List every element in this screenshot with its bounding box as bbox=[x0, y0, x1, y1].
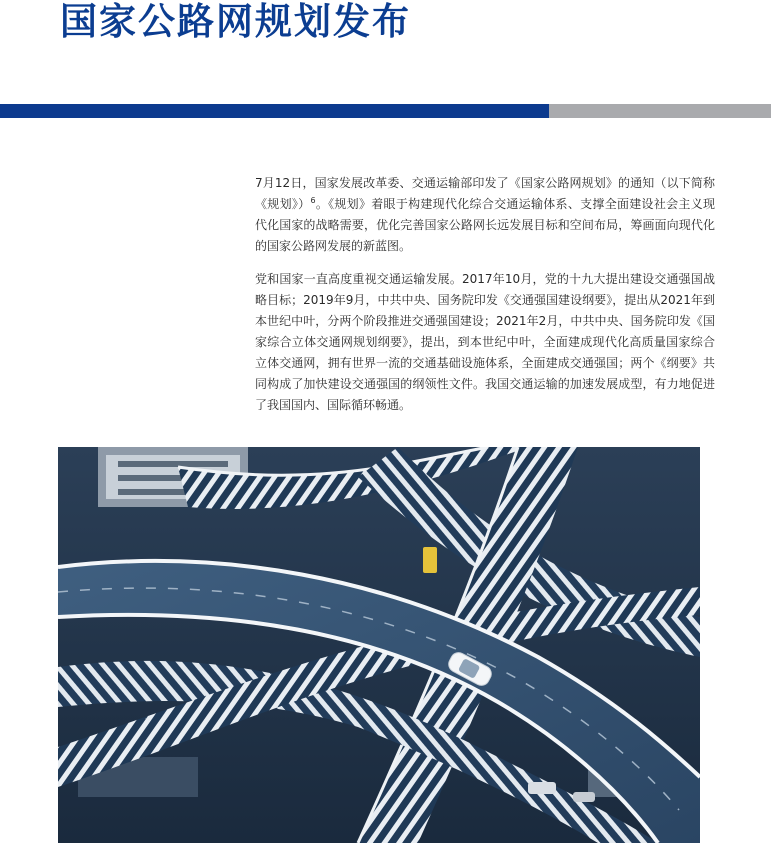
article-body bbox=[255, 173, 715, 428]
paragraph-1-text-start: 7月12日，国家发展改革委、交通运输部印发了《国家公路网规划》的通知（以下简称《规划》） bbox=[255, 176, 715, 211]
page-title: 国家公路网规划发布 bbox=[60, 0, 411, 43]
title-divider-bar bbox=[0, 104, 771, 118]
article-paragraph-1 bbox=[255, 173, 715, 257]
divider-blue-segment bbox=[0, 104, 549, 118]
paragraph-1-text-end: 。《规划》着眼于构建现代化综合交通运输体系、支撑全面建设社会主义现代化国家的战略需要，优化完善国家公路网长远发展目标和空间布局，筹画面向现代化的国家公路网发展的新蓝图。 bbox=[255, 197, 715, 253]
divider-gray-segment bbox=[549, 104, 771, 118]
article-paragraph-2: 党和国家一直高度重视交通运输发展。2017年10月，党的十九大提出建设交通强国战略目标；2019年9月，中共中央、国务院印发《交通强国建设纲要》，提出从2021年到本世纪中叶，分两个阶段推进交通强国建设；2021年2月，中共中央、国务院印发《国家综合立体交通网规划纲要》，提出，到本世纪中叶，全面建成现代化高质量国家综合立体交通网，拥有世界一流的交通基础设施体系，全面建成交通强国；两个《纲要》共同构成了加快建设交通强国的纲领性文件。我国交通运输的加速发展成型，有力地促进了我国国内、国际循环畅通。 bbox=[255, 272, 715, 412]
footnote-marker: 6 bbox=[310, 196, 316, 205]
highway-interchange-photo bbox=[58, 447, 700, 843]
